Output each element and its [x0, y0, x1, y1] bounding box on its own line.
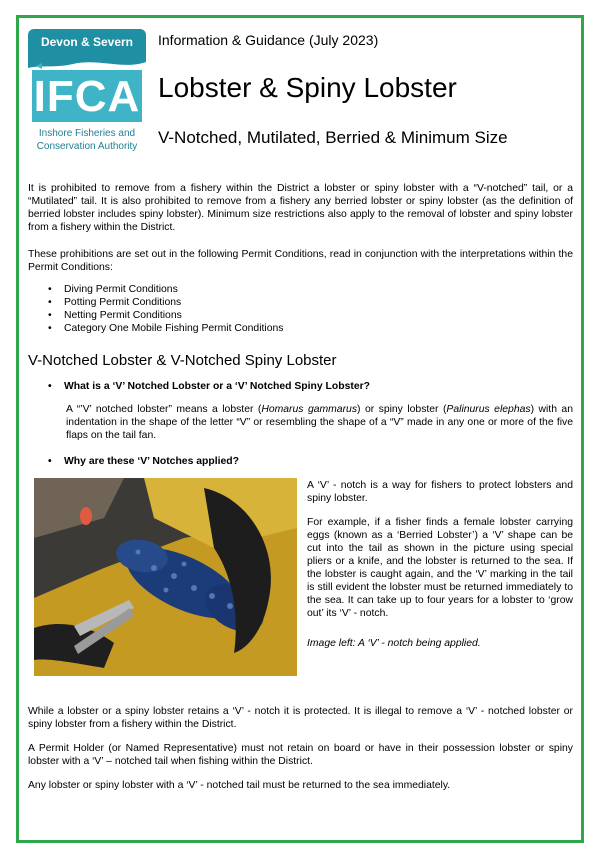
- intro-paragraph: It is prohibited to remove from a fishery within the District a lobster or spiny lobster with a “V-notched” tail, or a “Mutilated” tail. It is also prohibited to remove from a fishery any berried lobster or spiny lobster (as the definition of berried lobster includes spiny lobster). Minimum size restrictions also apply to the removal of lobster and spiny lobster from a fishery within the District.: [28, 183, 573, 233]
- question-what-is: [48, 381, 370, 392]
- return-to-sea-paragraph: Any lobster or spiny lobster with a ‘V’ - notched tail must be returned to the sea immediately.: [28, 780, 451, 791]
- logo-main-text: IFCA: [33, 72, 141, 121]
- question-why: [48, 456, 239, 467]
- permit-holder-paragraph: A Permit Holder (or Named Representative) must not retain on board or have in their possession lobster or spiny lobster with a ‘V’ – notched tail when fishing within the District.: [28, 743, 573, 767]
- question-text: Why are these ‘V’ Notches applied?: [64, 456, 239, 467]
- logo-subtitle-line1: Inshore Fisheries and: [38, 128, 136, 139]
- ifca-logo: [28, 29, 146, 159]
- answer-what-is: [66, 403, 573, 442]
- section-heading: V-Notched Lobster & V-Notched Spiny Lobster: [28, 352, 337, 369]
- logo-top-text: Devon & Severn: [28, 29, 146, 56]
- lobster-notch-photo: [34, 478, 297, 676]
- lobster-photo-illustration: [34, 478, 297, 676]
- answer-text: ) with an indentation in the shape of the letter “V” or resembling the shape of a “V” made in any one or more of the five flaps on the tail fan.: [66, 404, 573, 441]
- species-name-lobster: Homarus gammarus: [261, 404, 358, 415]
- species-name-spiny-lobster: Palinurus elephas: [446, 404, 531, 415]
- document-date-label: Information & Guidance (July 2023): [158, 32, 379, 48]
- answer-text: A “’V’ notched lobster” means a lobster (: [66, 404, 262, 415]
- conditions-intro-paragraph: These prohibitions are set out in the following Permit Conditions, read in conjunction with the interpretations within the Permit Conditions:: [28, 249, 573, 273]
- question-text: What is a ‘V’ Notched Lobster or a ‘V’ Notched Spiny Lobster?: [64, 381, 370, 392]
- logo-wave-icon: [28, 56, 146, 70]
- image-caption: Image left: A ‘V’ - notch being applied.: [307, 638, 481, 649]
- list-item: • Netting Permit Conditions: [48, 309, 283, 322]
- list-item: • Category One Mobile Fishing Permit Conditions: [48, 322, 283, 335]
- list-item: • Diving Permit Conditions: [48, 283, 283, 296]
- logo-subtitle-line2: Conservation Authority: [36, 141, 138, 152]
- permit-conditions-list: [48, 283, 283, 335]
- protection-paragraph: While a lobster or a spiny lobster retains a ‘V’ - notch it is protected. It is illegal to remove a ‘V’ - notched lobster or spiny lobster from a fishery within the District.: [28, 706, 573, 730]
- page-subtitle: V-Notched, Mutilated, Berried & Minimum Size: [158, 128, 508, 147]
- vnotch-example-paragraph: For example, if a fisher finds a female lobster carrying eggs (known as a ‘Berried Lobster’) a ‘V’ shape can be cut into the tail as shown in the picture using special pliers or a knife, and the lobster is returned to the sea. If the lobster is caught again, and the ‘V’ marking in the tail is still evident the lobster must be returned immediately to the sea. It can take up to four years for a lobster to ‘grow out’ its ‘V’ - notch.: [307, 517, 573, 619]
- page-title: Lobster & Spiny Lobster: [158, 72, 457, 103]
- answer-text: ) or spiny lobster (: [357, 404, 447, 415]
- list-item: • Potting Permit Conditions: [48, 296, 283, 309]
- vnotch-purpose-paragraph: A ‘V’ - notch is a way for fishers to protect lobsters and spiny lobster.: [307, 480, 573, 504]
